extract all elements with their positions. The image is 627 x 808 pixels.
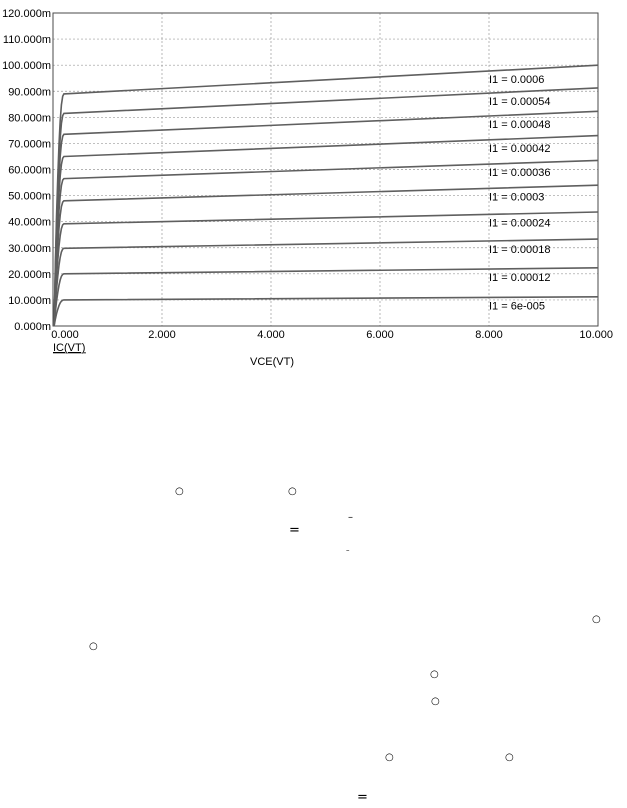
y-tick-label: 50.000m [8,190,51,203]
x-tick-label: 6.000 [366,329,394,341]
y-tick-label: 120.000m [2,8,51,20]
dash-glyph: – [346,546,350,554]
y-tick-label: 0.000m [14,321,51,333]
circle-glyph: ○ [592,614,601,625]
series-label: I1 = 0.00018 [489,244,551,257]
circle-glyph: ○ [89,641,98,652]
equals-glyph: = [289,523,300,538]
series-label: I1 = 0.0006 [489,74,545,87]
series-labels [489,74,550,312]
x-tick-label: 2.000 [148,329,176,341]
dash-glyph: – [348,512,353,523]
y-tick-label: 100.000m [2,60,51,73]
series-label: I1 = 0.0003 [489,191,545,204]
series-label: I1 = 0.00048 [489,119,551,132]
y-tick-label: 80.000m [8,112,51,125]
x-tick-label: 8.000 [475,329,503,341]
y-tick-label: 40.000m [8,216,51,229]
ic-vce-chart [0,0,627,380]
y-tick-label: 60.000m [8,164,51,177]
circle-glyph: ○ [288,486,297,497]
y-tick-label: 70.000m [8,138,51,151]
circle-glyph: ○ [175,486,184,497]
y-tick-label: 10.000m [8,294,51,307]
circle-glyph: ○ [431,696,440,707]
x-tick-label: 4.000 [257,329,285,341]
series-label: I1 = 6e-005 [489,300,545,313]
y-tick-label: 110.000m [2,34,51,47]
x-axis-label: VCE(VT) [250,356,294,368]
equals-glyph: = [357,790,368,805]
circle-glyph: ○ [385,752,394,763]
y-tick-label: 90.000m [8,86,51,99]
series-label: I1 = 0.00024 [489,217,551,230]
x-tick-label: 0.000 [51,329,79,341]
circle-glyph: ○ [430,669,439,680]
series-label: I1 = 0.00036 [489,167,551,180]
y-tick-label: 30.000m [8,242,51,255]
circle-glyph: ○ [505,752,514,763]
x-tick-label: 10.000 [579,329,613,341]
series-label: I1 = 0.00012 [489,272,551,285]
y-tick-label: 20.000m [8,268,51,281]
y-axis-label: IC(VT) [53,342,86,354]
series-label: I1 = 0.00042 [489,142,551,155]
series-label: I1 = 0.00054 [489,96,551,109]
